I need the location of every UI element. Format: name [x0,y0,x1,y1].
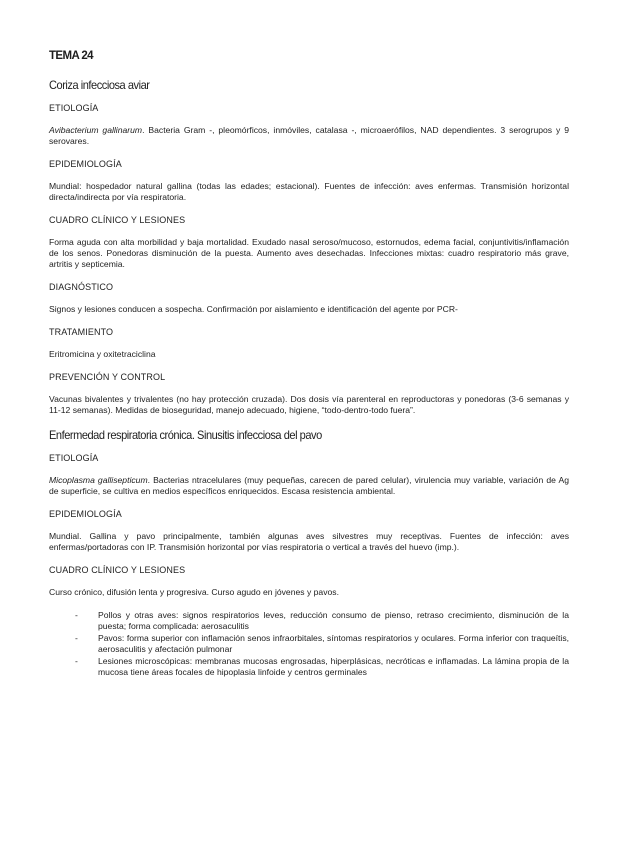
bullet-list [49,610,569,678]
heading-etiologia: ETIOLOGÍA [49,103,99,113]
paragraph-cuadro-clinico: Curso crónico, difusión lenta y progresiva. Curso agudo en jóvenes y pavos. [49,587,339,597]
heading-cuadro-clinico: CUADRO CLÍNICO Y LESIONES [49,215,186,225]
heading-epidemiologia: EPIDEMIOLOGÍA [49,159,122,169]
paragraph-etiologia [49,125,569,147]
species-name: Micoplasma gallisepticum [49,475,148,485]
bullet-dash: - [75,610,78,620]
species-name: Avibacterium gallinarum [49,125,143,135]
paragraph-cuadro-clinico: Forma aguda con alta morbilidad y baja mortalidad. Exudado nasal seroso/mucoso, estornudos, edema facial, conjuntivitis/inflamación de los senos. Ponedoras disminución de la puesta. Aumento aves desechadas. Infecciones mixtas: cuadro respiratorio más grave, artritis y septicemia. [49,237,569,269]
etiologia-text: . Bacterias ntracelulares (muy pequeñas, carecen de pared celular), virulencia muy variable, variación de Ag de superficie, se cultiva en medios específicos enriquecidos. Escasa resistencia ambiental. [49,475,569,496]
document-content [49,50,569,679]
list-item: - Pollos y otras aves: signos respiratorios leves, reducción consumo de pienso, retraso crecimiento, disminución de la puesta; forma complicada: aerosaculitis [75,610,569,631]
list-item: - Lesiones microscópicas: membranas mucosas engrosadas, hiperplásicas, necróticas e inflamadas. La lámina propia de la mucosa tiene áreas focales de hipoplasia linfoide y centros germinales [75,656,569,677]
paragraph-epidemiologia: Mundial. Gallina y pavo principalmente, también algunas aves silvestres muy receptivas. Fuentes de infección: aves enfermas/portadoras con IP. Transmisión horizontal por vías respiratoria o vertical a través del huevo (imp.). [49,531,569,552]
bullet-dash: - [75,656,78,666]
paragraph-prevencion: Vacunas bivalentes y trivalentes (no hay protección cruzada). Dos dosis vía parenteral en reproductoras y ponedoras (3-6 semanas y 11-12 semanas). Medidas de bioseguridad, manejo adecuado, higiene, “todo-dentro-todo fuera”. [49,394,569,415]
heading-tratamiento: TRATAMIENTO [49,327,114,337]
heading-cuadro-clinico: CUADRO CLÍNICO Y LESIONES [49,565,186,575]
paragraph-tratamiento: Eritromicina y oxitetraciclina [49,349,156,359]
bullet-dash: - [75,633,78,643]
section-title-coriza: Coriza infecciosa aviar [49,78,150,92]
heading-diagnostico: DIAGNÓSTICO [49,282,114,292]
section-title-enfermedad-respiratoria: Enfermedad respiratoria crónica. Sinusitis infecciosa del pavo [49,428,322,442]
heading-prevencion: PREVENCIÓN Y CONTROL [49,372,166,382]
heading-epidemiologia: EPIDEMIOLOGÍA [49,509,122,519]
tema-heading: TEMA 24 [49,50,93,62]
etiologia-text: . Bacteria Gram -, pleomórficos, inmóviles, catalasa -, microaerófilos, NAD dependientes. 3 serogrupos y 9 serovares. [49,125,569,146]
list-item: - Pavos: forma superior con inflamación senos infraorbitales, síntomas respiratorios y oculares. Forma inferior con traqueítis, aerosaculitis y afectación pulmonar [75,633,569,654]
paragraph-epidemiologia: Mundial: hospedador natural gallina (todas las edades; estacional). Fuentes de infección: aves enfermas. Transmisión horizontal directa/indirecta por vía respiratoria. [49,181,569,202]
paragraph-etiologia [49,475,569,497]
heading-etiologia: ETIOLOGÍA [49,453,99,463]
paragraph-diagnostico: Signos y lesiones conducen a sospecha. Confirmación por aislamiento e identificación del agente por PCR- [49,304,458,314]
